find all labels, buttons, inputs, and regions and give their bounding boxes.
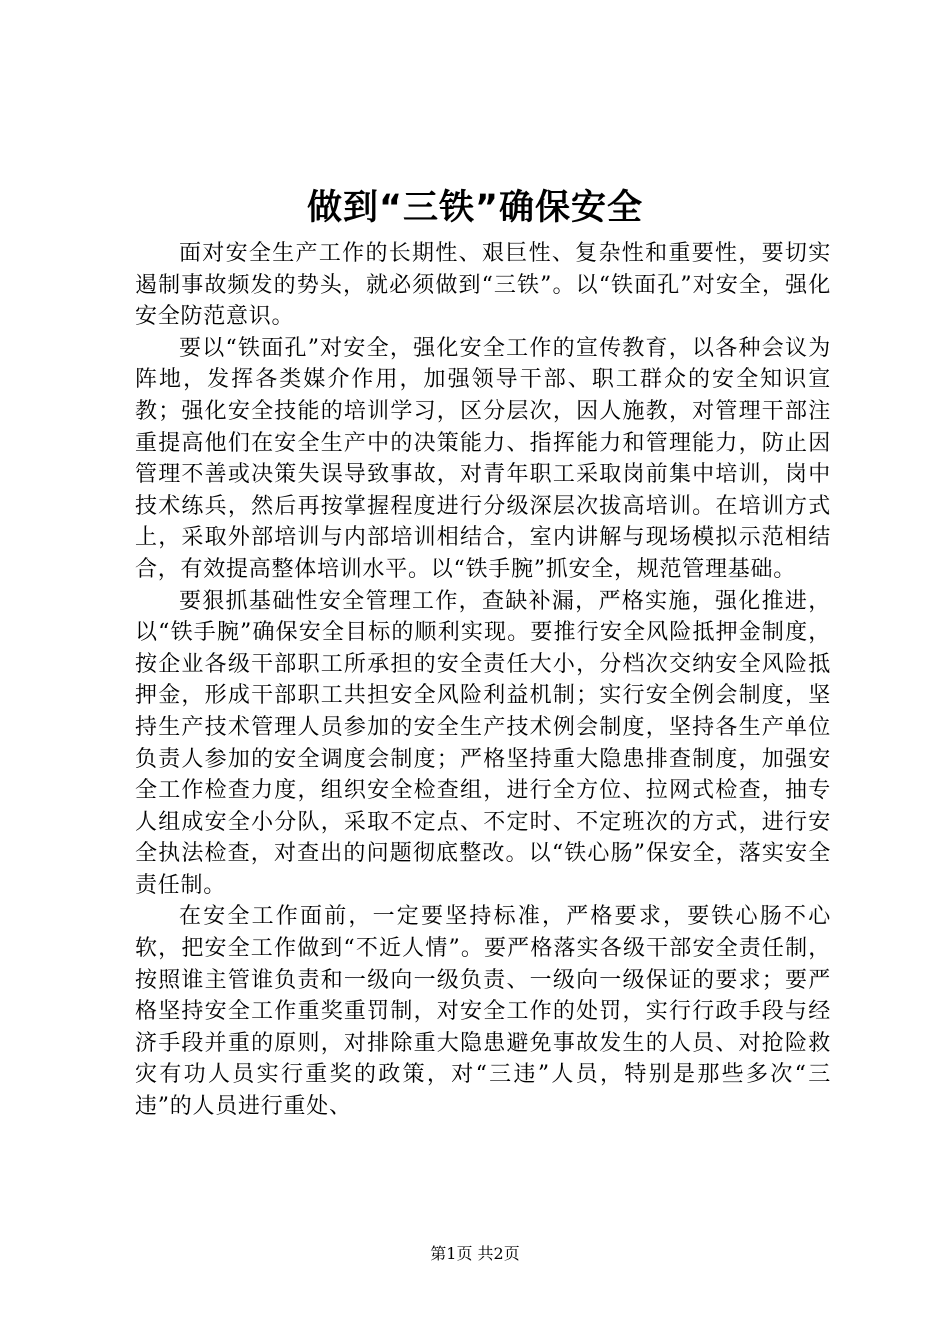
- paragraph-4: 在安全工作面前，一定要坚持标准，严格要求，要铁心肠不心软，把安全工作做到“不近人情”。要严格落实各级干部安全责任制，按照谁主管谁负责和一级向一级负责、一级向一级保证的要求；要严格坚持安全工作重奖重罚制，对安全工作的处罚，实行行政手段与经济手段并重的原则，对排除重大隐患避免事故发生的人员、对抢险救灾有功人员实行重奖的政策，对“三违”人员，特别是那些多次“三违”的人员进行重处、: [135, 904, 831, 1120]
- document-body: [135, 238, 831, 1123]
- paragraph-3: 要狠抓基础性安全管理工作，查缺补漏，严格实施，强化推进，以“铁手腕”确保安全目标的顺利实现。要推行安全风险抵押金制度，按企业各级干部职工所承担的安全责任大小，分档次交纳安全风险抵押金，形成干部职工共担安全风险利益机制；实行安全例会制度，坚持生产技术管理人员参加的安全生产技术例会制度，坚持各生产单位负责人参加的安全调度会制度；严格坚持重大隐患排查制度，加强安全工作检查力度，组织安全检查组，进行全方位、拉网式检查，抽专人组成安全小分队，采取不定点、不定时、不定班次的方式，进行安全执法检查，对查出的问题彻底整改。以“铁心肠”保安全，落实安全责任制。: [135, 588, 831, 898]
- paragraph-2: 要以“铁面孔”对安全，强化安全工作的宣传教育，以各种会议为阵地，发挥各类媒介作用，加强领导干部、职工群众的安全知识宣教；强化安全技能的培训学习，区分层次，因人施教，对管理干部注重提高他们在安全生产中的决策能力、指挥能力和管理能力，防止因管理不善或决策失误导致事故，对青年职工采取岗前集中培训，岗中技术练兵，然后再按掌握程度进行分级深层次拔高培训。在培训方式上，采取外部培训与内部培训相结合，室内讲解与现场模拟示范相结合，有效提高整体培训水平。以“铁手腕”抓安全，规范管理基础。: [135, 335, 831, 582]
- document-title: 做到“三铁”确保安全: [306, 188, 643, 228]
- paragraph-1: 面对安全生产工作的长期性、艰巨性、复杂性和重要性，要切实遏制事故频发的势头，就必须做到“三铁”。以“铁面孔”对安全，强化安全防范意识。: [135, 241, 831, 330]
- page-number: 第1页 共2页: [430, 1244, 520, 1263]
